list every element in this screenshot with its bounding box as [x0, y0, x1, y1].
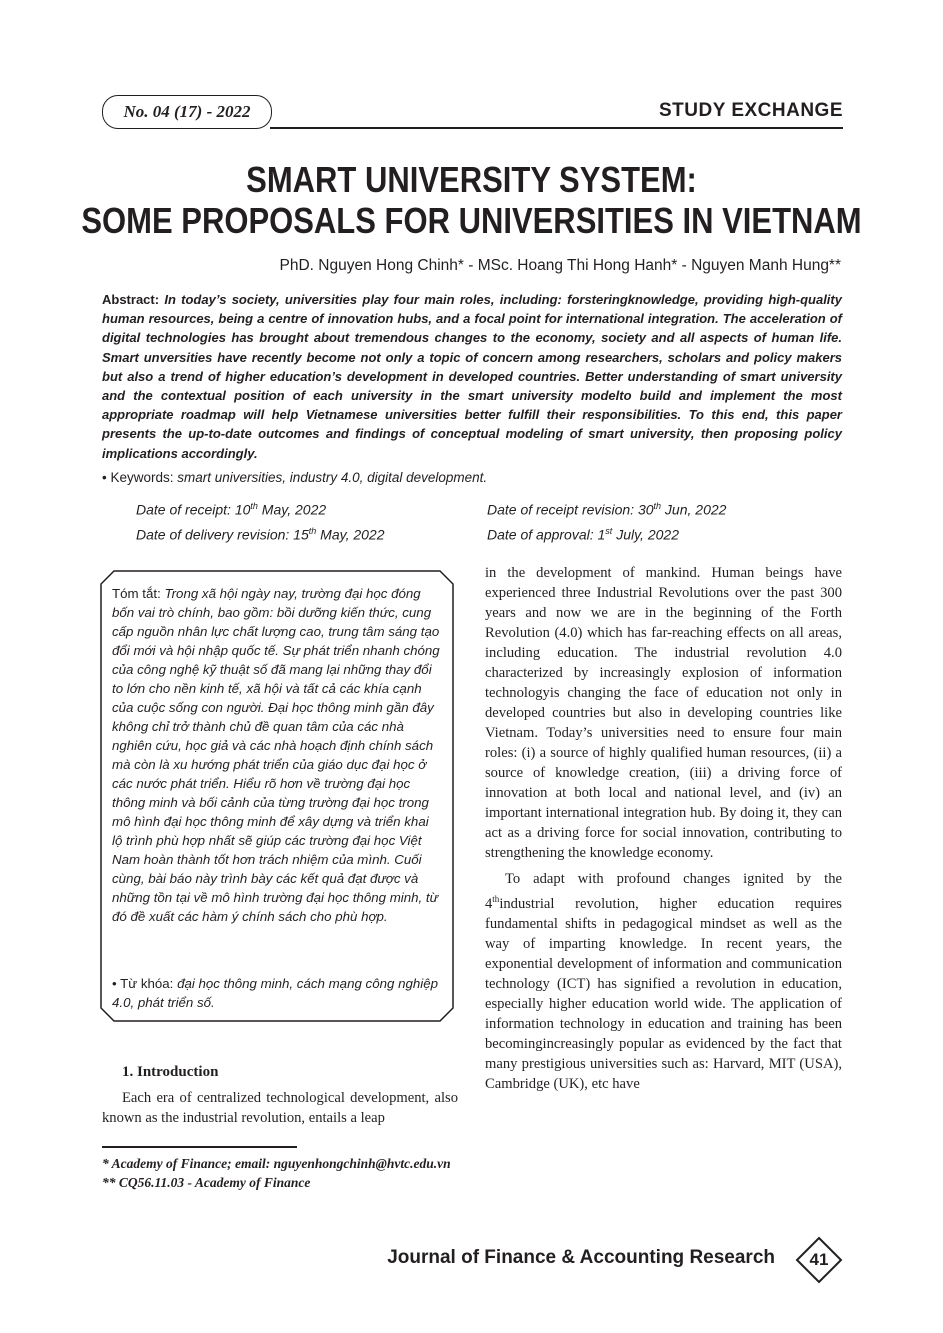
footnote-1: * Academy of Finance; email: nguyenhongchinh@hvtc.edu.vn: [102, 1156, 451, 1171]
keywords-label: • Keywords:: [102, 470, 174, 485]
footnote-2: ** CQ56.11.03 - Academy of Finance: [102, 1175, 311, 1190]
vietnamese-summary: [112, 584, 442, 926]
date-of-receipt: Date of receipt: 10th May, 2022: [136, 501, 327, 518]
page-number: 41: [809, 1250, 829, 1269]
abstract-label: Abstract:: [102, 292, 160, 307]
body-paragraph-2: To adapt with profound changes ignited by the 4thindustrial revolution, higher education requires fundamental shifts in pedagogical mindset as well as the way of imparting knowledge. In recent years, the exponential development of information and communication technology (ICT) has signified a revolution in education, especially higher education world wide. The application of information technology in education and training has been becomingincreasingly popular as evidenced by the fact that many prestigious universities such as: Harvard, MIT (USA), Cambridge (UK), etc have: [485, 871, 842, 1092]
body-paragraph-1: in the development of mankind. Human beings have experienced three Industrial Revolutions over the past 300 years and now we are in the beginning of the Forth Revolution (4.0) which has far-reaching effects on all areas, including education. The industrial revolution 4.0 characterized by increasingly explosion of information technologyis changing the face of education not only in developed countries but also in developing countries like Vietnam. Today’s universities need to ensure four main roles: (i) a source of highly qualified human resources, (ii) a source of knowledge creation, (iii) a driving force of innovation at both local and national level, and (iv) an important international integration hub. By doing it, they can act as a driving force for social innovation, contributing to strengthening the knowledge economy.: [485, 565, 842, 861]
abstract-text: In today’s society, universities play four main roles, including: forsteringknowledge, providing high-quality human resources, being a centre of innovation hubs, and a focal point for international integration. The acceleration of digital technologies has brought about tremendous changes to the economy, society and all aspects of human life. Smart unversities have recently become not only a topic of concern among researchers, scholars and policy makers but also a trend of higher education’s development in developed countries. Better understanding of smart university and the contextual position of each university in the smart university modelto build and implement the most appropriate roadmap will help Vietnamese universities better fulfill their responsibilities. To this end, this paper presents the up-to-date outcomes and findings of conceptual modeling of smart university, then proposing policy implications accordingly.: [102, 292, 842, 461]
section-label: STUDY EXCHANGE: [658, 100, 843, 121]
intro-paragraph: Each era of centralized technological development, also known as the industrial revolution, entails a leap: [102, 1090, 458, 1126]
abstract: [102, 290, 842, 463]
vn-keywords-text: đại học thông minh, cách mạng công nghiệp 4.0, phát triển số.: [112, 976, 439, 1010]
vietnamese-keywords: [112, 974, 442, 1012]
date-of-approval: Date of approval: 1st July, 2022: [487, 526, 679, 543]
date-of-delivery-revision: Date of delivery revision: 15th May, 2022: [136, 526, 385, 543]
summary-label: Tóm tắt:: [112, 586, 161, 601]
keywords: [102, 470, 487, 485]
footnote-rule: [102, 1146, 297, 1148]
issue-number: No. 04 (17) - 2022: [102, 95, 272, 129]
article-title-line-2: SOME PROPOSALS FOR UNIVERSITIES IN VIETNAM: [81, 200, 862, 242]
section-heading-introduction: 1. Introduction: [122, 1064, 219, 1080]
authors: PhD. Nguyen Hong Chinh* - MSc. Hoang Thi Hong Hanh* - Nguyen Manh Hung**: [279, 257, 841, 274]
date-of-receipt-revision: Date of receipt revision: 30th Jun, 2022: [487, 501, 727, 518]
summary-text: Trong xã hội ngày nay, trường đại học đóng bốn vai trò chính, bao gồm: bồi dưỡng kiến thức, cung cấp nguồn nhân lực chất lượng cao, trung tâm sáng tạo đổi mới và hội nhập quốc tế. Sự phát triển nhanh chóng của công nghệ kỹ thuật số đã mang lại những thay đổi to lớn cho nền kinh tế, xã hội và tất cả các khía cạnh của cuộc sống con người. Đại học thông minh gần đây không chỉ trở thành chủ đề quan tâm của các nhà nghiên cứu, học giả và các nhà hoạch định chính sách mà còn là xu hướng phát triển của giáo dục đại học ở các nước phát triển. Hiểu rõ hơn về trường đại học thông minh và bối cảnh của từng trường đại học trong mô hình đại học thông minh để xây dựng và triển khai lộ trình phù hợp nhất sẽ giúp các trường đại học Việt Nam hoàn thành tốt hơn trách nhiệm của mình. Cuối cùng, bài báo này trình bày các kết quả đạt được và những tồn tại về mô hình trường đại học thông minh, từ đó đề xuất các hàm ý chính sách cho phù hợp.: [112, 586, 440, 924]
keywords-text: smart universities, industry 4.0, digital development.: [177, 470, 488, 485]
right-column: [485, 563, 842, 1094]
journal-name: Journal of Finance & Accounting Research: [387, 1247, 775, 1268]
article-title-line-1: SMART UNIVERSITY SYSTEM:: [246, 159, 697, 201]
header-rule: [270, 127, 843, 129]
vn-keywords-label: • Từ khóa:: [112, 976, 174, 991]
